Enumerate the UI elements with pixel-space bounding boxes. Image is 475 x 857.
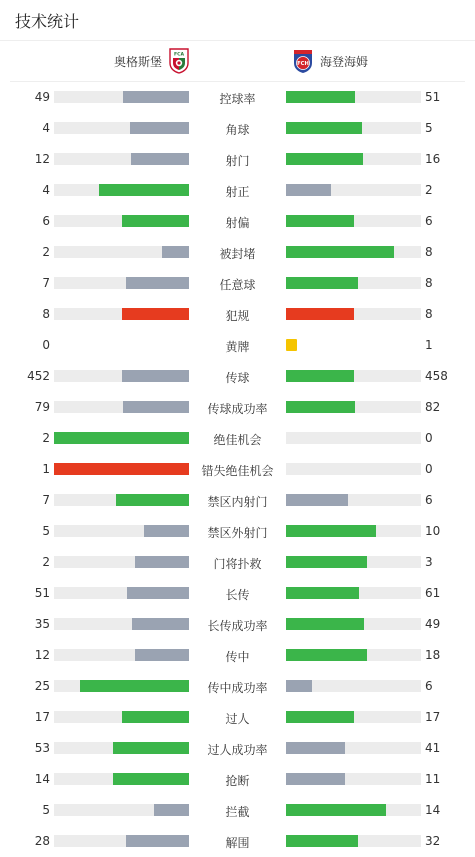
away-stat-value: 8 [425,307,433,321]
away-stat-value: 11 [425,772,441,786]
page-title: 技术统计 [15,12,80,31]
away-stat-value: 3 [425,555,433,569]
home-stat-value: 7 [42,493,50,507]
stat-row [0,298,475,329]
home-stat-value: 25 [34,679,50,693]
away-stat-bar-fill [286,556,367,568]
home-stat-bar [54,246,189,258]
stat-label: 抢断 [225,774,250,788]
away-stat-bar [286,122,421,134]
away-stat-value: 61 [425,586,441,600]
away-stat-bar-fill [286,370,354,382]
away-team[interactable] [292,46,368,76]
away-stat-value: 51 [425,90,441,104]
away-stat-bar-fill [286,587,359,599]
stat-label: 门将扑救 [213,557,262,571]
away-stat-value: 49 [425,617,441,631]
away-team-name: 海登海姆 [320,54,369,69]
stat-label: 过人成功率 [207,743,268,757]
home-stat-bar [54,649,189,661]
stat-row [0,732,475,763]
home-stat-bar-fill [122,711,190,723]
away-stat-bar-fill [286,246,394,258]
home-stat-bar-fill [116,494,189,506]
stat-row [0,546,475,577]
stat-row [0,825,475,856]
home-stat-bar-fill [123,401,189,413]
home-stat-bar [54,463,189,475]
away-stat-value: 8 [425,245,433,259]
home-stat-bar-fill [123,91,189,103]
stat-label: 传中 [225,650,250,664]
home-stat-value: 452 [27,369,50,383]
stat-label: 传球成功率 [207,402,268,416]
home-stat-bar [54,432,189,444]
away-stat-bar [286,649,421,661]
away-stat-bar [286,525,421,537]
away-stat-value: 5 [425,121,433,135]
home-stat-value: 53 [34,741,50,755]
stat-row [0,329,475,360]
away-stat-bar [286,184,421,196]
header-divider [0,40,475,41]
home-stat-bar-fill [135,649,189,661]
away-stat-bar [286,587,421,599]
home-stat-bar [54,308,189,320]
away-stat-bar-fill [286,525,376,537]
stat-row [0,112,475,143]
stat-row [0,267,475,298]
stat-label: 黄牌 [225,340,250,354]
stat-label: 犯规 [225,309,250,323]
home-team-crest-text: FCA [173,52,185,58]
away-stat-bar-fill [286,277,358,289]
away-team-crest-text: FCH [297,61,309,67]
home-stat-value: 8 [42,307,50,321]
home-team-crest-icon [168,48,190,74]
stat-row [0,205,475,236]
home-stat-bar-fill [132,618,189,630]
home-stat-bar-fill [135,556,189,568]
stat-label: 禁区外射门 [207,526,268,540]
home-stat-bar-fill [130,122,189,134]
stats-list [0,81,475,856]
away-stat-bar [286,246,421,258]
stat-row [0,391,475,422]
away-stat-value: 0 [425,431,433,445]
away-stat-bar-fill [286,122,362,134]
home-stat-bar [54,525,189,537]
home-stat-bar [54,91,189,103]
away-stat-bar [286,494,421,506]
stat-row [0,453,475,484]
stat-row [0,763,475,794]
home-stat-value: 7 [42,276,50,290]
home-stat-bar [54,773,189,785]
home-stat-value: 0 [42,338,50,352]
home-stat-value: 1 [42,462,50,476]
stat-row [0,794,475,825]
home-stat-value: 49 [34,90,50,104]
stat-row [0,174,475,205]
home-stat-bar-fill [54,463,189,475]
home-stat-bar [54,370,189,382]
away-stat-bar [286,804,421,816]
teams-header [0,46,475,76]
away-stat-value: 6 [425,679,433,693]
home-stat-bar [54,215,189,227]
away-stat-value: 18 [425,648,441,662]
home-stat-bar-fill [80,680,189,692]
away-stat-bar-fill [286,215,354,227]
away-stat-bar [286,308,421,320]
home-stat-value: 2 [42,431,50,445]
home-stat-bar-fill [113,773,189,785]
away-stat-value: 16 [425,152,441,166]
home-team-name: 奥格斯堡 [114,54,163,69]
stat-label: 传球 [225,371,250,385]
stat-label: 控球率 [219,92,256,106]
home-stat-bar [54,711,189,723]
home-stat-bar-fill [126,835,189,847]
home-stat-bar [54,184,189,196]
home-stat-value: 2 [42,245,50,259]
away-stat-bar-fill [286,649,367,661]
home-stat-bar [54,587,189,599]
stat-label: 角球 [225,123,250,137]
stat-row [0,484,475,515]
away-stat-bar-fill [286,742,345,754]
stat-label: 长传成功率 [207,619,268,633]
stat-row [0,422,475,453]
home-stat-value: 2 [42,555,50,569]
home-stat-value: 6 [42,214,50,228]
away-stat-value: 2 [425,183,433,197]
home-stat-value: 5 [42,524,50,538]
home-stat-bar [54,277,189,289]
home-stat-bar-fill [154,804,189,816]
stat-row [0,360,475,391]
stat-label: 解围 [225,836,250,850]
away-stat-bar-fill [286,91,355,103]
away-stat-bar [286,91,421,103]
away-stat-value: 82 [425,400,441,414]
home-stat-bar-fill [99,184,189,196]
stat-row [0,236,475,267]
away-stat-bar-fill [286,711,354,723]
home-stat-bar-fill [54,432,189,444]
home-stat-value: 79 [34,400,50,414]
away-stat-bar-fill [286,153,363,165]
away-stat-bar [286,773,421,785]
away-stat-value: 14 [425,803,441,817]
home-stat-bar-fill [126,277,189,289]
home-stat-value: 35 [34,617,50,631]
away-stat-bar [286,401,421,413]
stat-row [0,81,475,112]
home-stat-bar [54,804,189,816]
stat-row [0,670,475,701]
home-stat-bar-fill [162,246,189,258]
home-stat-value: 17 [34,710,50,724]
away-stat-bar-fill [286,835,358,847]
away-stat-value: 32 [425,834,441,848]
stat-label: 长传 [225,588,250,602]
away-stat-bar-fill [286,804,386,816]
home-stat-value: 12 [34,648,50,662]
stat-label: 过人 [225,712,250,726]
home-stat-bar [54,680,189,692]
home-team[interactable] [114,46,190,76]
home-stat-value: 51 [34,586,50,600]
away-stat-bar [286,618,421,630]
away-yellow-card-icon [286,339,297,351]
away-stat-bar-fill [286,773,345,785]
away-stat-value: 8 [425,276,433,290]
stat-label: 射正 [225,185,250,199]
home-stat-value: 4 [42,121,50,135]
away-stat-value: 6 [425,493,433,507]
home-stat-value: 12 [34,152,50,166]
away-stat-value: 17 [425,710,441,724]
stat-label: 任意球 [219,278,256,292]
stat-row [0,701,475,732]
stat-row [0,639,475,670]
away-stat-bar-fill [286,618,364,630]
home-stat-bar-fill [122,370,190,382]
stat-row [0,515,475,546]
away-stat-value: 0 [425,462,433,476]
away-stat-value: 1 [425,338,433,352]
home-stat-bar [54,618,189,630]
home-stat-bar-fill [127,587,189,599]
stat-label: 射门 [225,154,250,168]
home-stat-bar [54,122,189,134]
stat-row [0,577,475,608]
home-stat-bar [54,556,189,568]
stat-label: 禁区内射门 [207,495,268,509]
home-stat-bar-fill [122,215,190,227]
away-stat-bar-fill [286,401,355,413]
stat-label: 传中成功率 [207,681,268,695]
away-stat-bar [286,711,421,723]
away-stat-bar [286,432,421,444]
stat-label: 绝佳机会 [213,433,262,447]
stat-label: 射偏 [225,216,250,230]
away-stat-value: 41 [425,741,441,755]
home-stat-bar [54,742,189,754]
home-stat-bar [54,835,189,847]
away-stat-bar [286,215,421,227]
away-team-crest-icon [292,48,314,74]
home-stat-value: 14 [34,772,50,786]
stat-row [0,143,475,174]
away-stat-bar [286,370,421,382]
away-stat-bar [286,742,421,754]
stat-label: 拦截 [225,805,250,819]
away-stat-bar [286,835,421,847]
home-stat-bar-fill [131,153,189,165]
away-stat-bar-fill [286,184,331,196]
home-stat-value: 5 [42,803,50,817]
away-stat-bar [286,277,421,289]
away-stat-bar [286,680,421,692]
away-stat-bar [286,153,421,165]
away-stat-bar [286,556,421,568]
home-stat-value: 28 [34,834,50,848]
home-stat-value: 4 [42,183,50,197]
away-stat-bar-fill [286,308,354,320]
stat-label: 被封堵 [219,247,256,261]
home-stat-bar [54,401,189,413]
home-stat-bar-fill [113,742,189,754]
home-stat-bar-fill [122,308,190,320]
away-stat-value: 458 [425,369,448,383]
away-stat-value: 6 [425,214,433,228]
home-stat-bar [54,494,189,506]
home-stat-bar [54,153,189,165]
away-stat-bar [286,463,421,475]
stat-label: 错失绝佳机会 [201,464,274,478]
away-stat-bar-fill [286,494,348,506]
away-stat-value: 10 [425,524,441,538]
stat-row [0,608,475,639]
home-stat-bar-fill [144,525,189,537]
away-stat-bar-fill [286,680,312,692]
